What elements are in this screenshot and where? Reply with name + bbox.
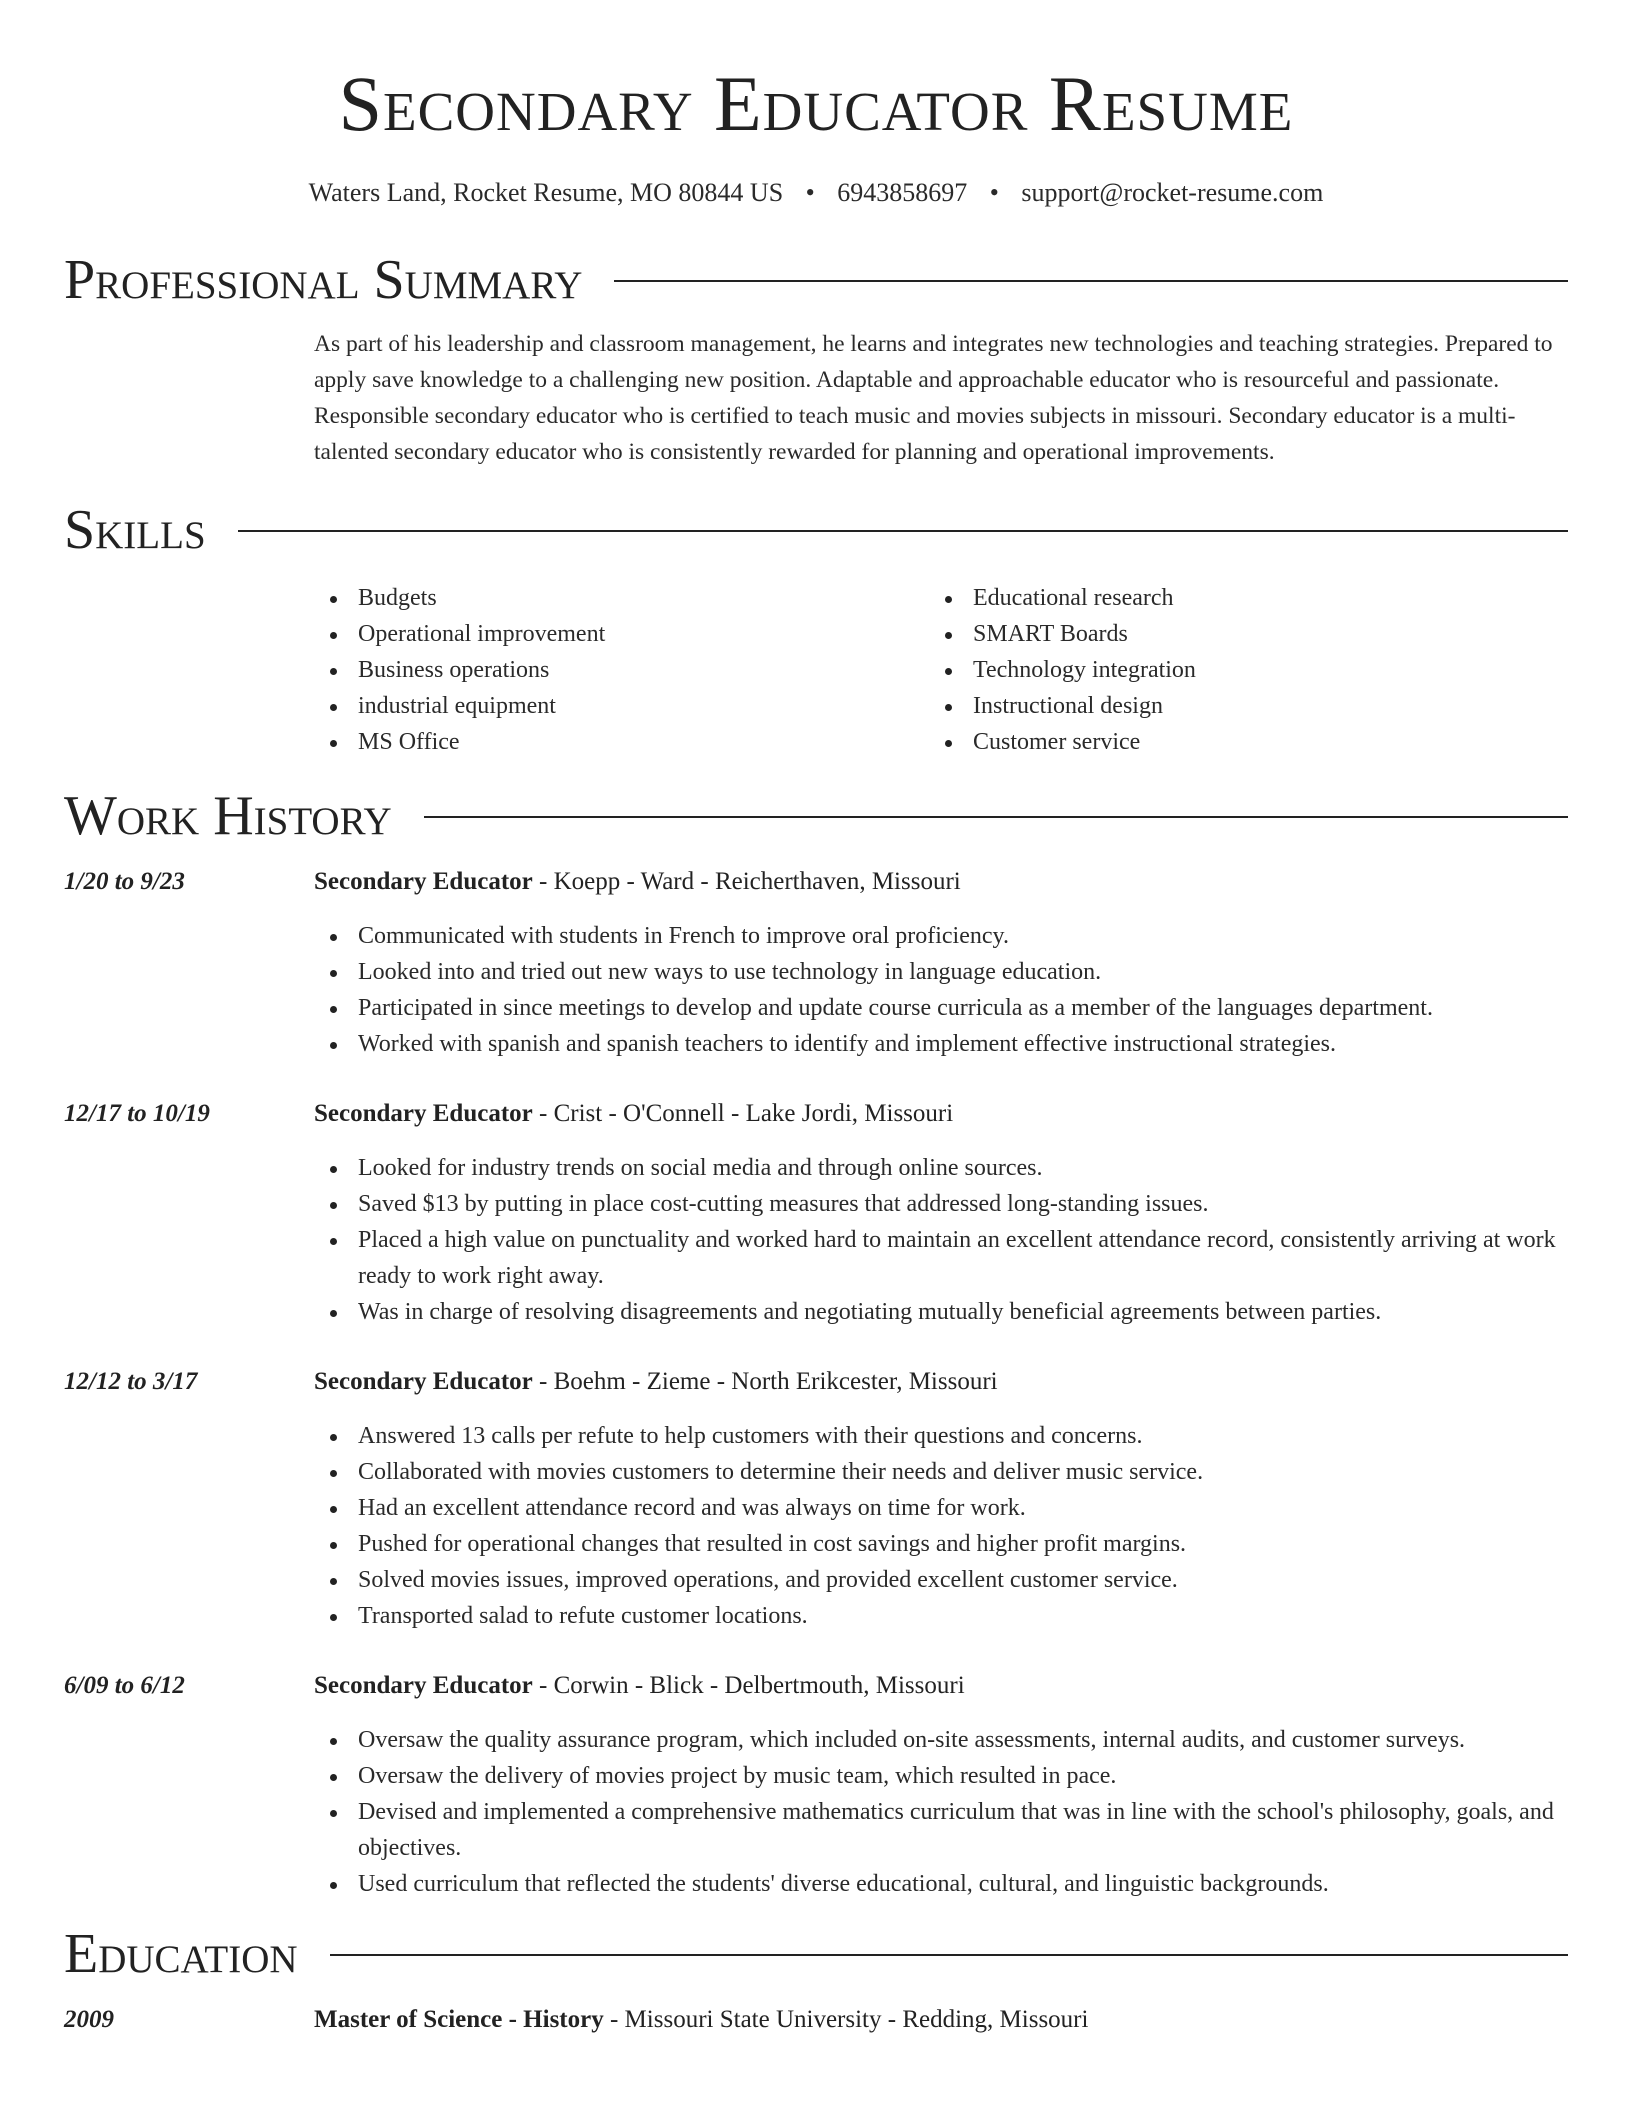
job-dates: 6/09 to 6/12 [64, 1672, 185, 1699]
summary-text: As part of his leadership and classroom management, he learns and integrates new technologies and teaching strategies. Prepared to apply save knowledge to a challenging new position. Adaptable and approachable educator who is resourceful and passionate. Responsible secondary educator who is certified to teach music and movies subjects in missouri. Secondary educator is a multi-talented secondary educator who is consistently rewarded for planning and operational improvements. [314, 331, 1553, 465]
job-role: Secondary Educator [314, 1672, 533, 1699]
contact-separator: • [805, 178, 815, 207]
education-body [314, 2002, 1568, 2038]
job-employer-location: - Boehm - Zieme - North Erikcester, Missouri [532, 1368, 998, 1395]
skill-item: Instructional design [929, 688, 1544, 724]
job-entry [64, 1096, 1568, 1330]
job-role: Secondary Educator [314, 1100, 533, 1127]
job-headline [314, 1364, 1568, 1400]
job-bullet: Participated in since meetings to develop and update course curricula as a member of the languages department. [314, 990, 1568, 1026]
contact-line [64, 178, 1568, 208]
job-bullet: Used curriculum that reflected the students' diverse educational, cultural, and linguistic backgrounds. [314, 1866, 1568, 1902]
job-bullets [314, 918, 1568, 1062]
section-divider [614, 280, 1568, 282]
job-headline [314, 864, 1568, 900]
job-bullets [314, 1722, 1568, 1902]
job-bullet: Saved $13 by putting in place cost-cutting measures that addressed long-standing issues. [314, 1186, 1568, 1222]
education-section-header [64, 1922, 1568, 1986]
summary-section-header [64, 248, 1568, 312]
education-school-location: - Missouri State University - Redding, Missouri [603, 2006, 1089, 2033]
job-dates: 12/12 to 3/17 [64, 1368, 198, 1395]
job-bullet: Had an excellent attendance record and was always on time for work. [314, 1490, 1568, 1526]
job-entry [64, 864, 1568, 1062]
skills-column-left [314, 580, 929, 760]
job-headline [314, 1096, 1568, 1132]
work-title: Work History [64, 785, 392, 847]
job-entry [64, 1364, 1568, 1634]
work-section-header [64, 784, 1568, 848]
skill-item: Educational research [929, 580, 1544, 616]
education-title: Education [64, 1923, 298, 1985]
section-divider [330, 1954, 1568, 1956]
job-bullet: Was in charge of resolving disagreements and negotiating mutually beneficial agreements between parties. [314, 1294, 1568, 1330]
education-headline [314, 2002, 1568, 2038]
skill-item: industrial equipment [314, 688, 929, 724]
job-body [314, 864, 1568, 1062]
job-bullet: Answered 13 calls per refute to help customers with their questions and concerns. [314, 1418, 1568, 1454]
job-bullet: Oversaw the delivery of movies project by music team, which resulted in pace. [314, 1758, 1568, 1794]
contact-address: Waters Land, Rocket Resume, MO 80844 US [308, 178, 784, 207]
job-employer-location: - Koepp - Ward - Reicherthaven, Missouri [532, 868, 961, 895]
contact-phone: 6943858697 [837, 178, 968, 207]
job-bullet: Communicated with students in French to improve oral proficiency. [314, 918, 1568, 954]
job-role: Secondary Educator [314, 1368, 533, 1395]
summary-title: Professional Summary [64, 249, 583, 311]
job-bullet: Solved movies issues, improved operations, and provided excellent customer service. [314, 1562, 1568, 1598]
job-role: Secondary Educator [314, 868, 533, 895]
job-bullet: Worked with spanish and spanish teachers to identify and implement effective instructional strategies. [314, 1026, 1568, 1062]
skill-item: SMART Boards [929, 616, 1544, 652]
education-entry [64, 2002, 1568, 2038]
job-bullet: Looked for industry trends on social media and through online sources. [314, 1150, 1568, 1186]
contact-email: support@rocket-resume.com [1021, 178, 1324, 207]
section-divider [424, 816, 1568, 818]
skills-section-header [64, 498, 1568, 562]
job-bullet: Placed a high value on punctuality and worked hard to maintain an excellent attendance record, consistently arriving at work ready to work right away. [314, 1222, 1568, 1294]
skill-item: Customer service [929, 724, 1544, 760]
section-divider [238, 530, 1568, 532]
job-bullets [314, 1150, 1568, 1330]
skills-list [314, 580, 1568, 760]
skill-item: Budgets [314, 580, 929, 616]
job-bullet: Pushed for operational changes that resulted in cost savings and higher profit margins. [314, 1526, 1568, 1562]
job-body [314, 1668, 1568, 1902]
education-year: 2009 [64, 2006, 114, 2033]
job-entry [64, 1668, 1568, 1902]
job-body [314, 1364, 1568, 1634]
job-body [314, 1096, 1568, 1330]
job-dates: 1/20 to 9/23 [64, 868, 185, 895]
job-bullet: Collaborated with movies customers to determine their needs and deliver music service. [314, 1454, 1568, 1490]
skills-column-right [929, 580, 1544, 760]
job-bullets [314, 1418, 1568, 1634]
skill-item: Business operations [314, 652, 929, 688]
job-headline [314, 1668, 1568, 1704]
education-list [64, 2002, 1568, 2038]
skill-item: MS Office [314, 724, 929, 760]
job-bullet: Devised and implemented a comprehensive mathematics curriculum that was in line with the school's philosophy, goals, and objectives. [314, 1794, 1568, 1866]
contact-separator: • [989, 178, 999, 207]
skill-item: Technology integration [929, 652, 1544, 688]
job-dates: 12/17 to 10/19 [64, 1100, 210, 1127]
job-bullet: Oversaw the quality assurance program, which included on-site assessments, internal audits, and customer surveys. [314, 1722, 1568, 1758]
work-history-list [64, 864, 1568, 1902]
resume-name: Secondary Educator Resume [338, 60, 1294, 147]
skills-title: Skills [64, 499, 206, 561]
job-employer-location: - Corwin - Blick - Delbertmouth, Missouri [532, 1672, 965, 1699]
job-bullet: Transported salad to refute customer locations. [314, 1598, 1568, 1634]
job-bullet: Looked into and tried out new ways to use technology in language education. [314, 954, 1568, 990]
skill-item: Operational improvement [314, 616, 929, 652]
job-employer-location: - Crist - O'Connell - Lake Jordi, Missouri [532, 1100, 954, 1127]
education-degree: Master of Science - History [314, 2006, 604, 2033]
